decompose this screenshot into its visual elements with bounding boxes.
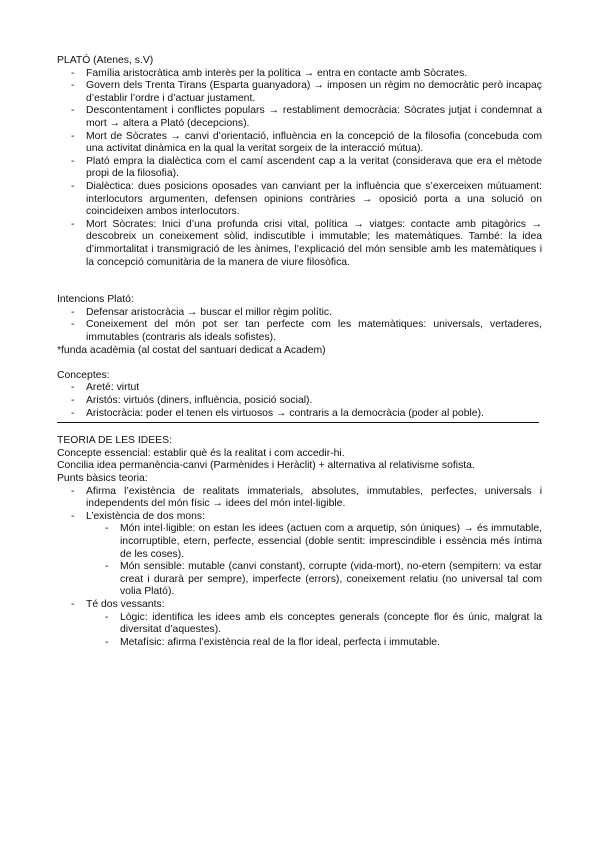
list-item: - Defensar aristocràcia → buscar el millor règim polític. bbox=[86, 307, 542, 320]
point-text: L’existència de dos mons: bbox=[86, 510, 205, 522]
sub-list-item: - Metafísic: afirma l’existència real de la flor ideal, perfecta i immutable. bbox=[120, 637, 542, 650]
teoria-line: Punts bàsics teoria: bbox=[57, 473, 148, 484]
list-item: - Coneixement del món pot ser tan perfecte com les matemàtiques: universals, vertaderes, immutables (contraris als ideals sofistes). bbox=[86, 319, 542, 344]
point-text: Té dos vessants: bbox=[86, 598, 165, 610]
plato-list bbox=[57, 68, 542, 270]
horizontal-divider bbox=[57, 422, 539, 423]
conceptes-heading: Conceptes: bbox=[57, 369, 110, 381]
list-item: - Dialèctica: dues posicions oposades van canviant per la influència que s’exerceixen mútuament: interlocutors argumenten, defensen opinions contràries → oposició porta a una solució on coincideixen ambos interlocutors. bbox=[86, 181, 542, 219]
sub-list-item: - Lògic: identifica les idees amb els conceptes generals (concepte flor és únic, malgrat la diversitat d’aquestes). bbox=[120, 612, 542, 637]
list-item: - Govern dels Trenta Tirans (Esparta guanyadora) → imposen un règim no democràtic però incapaç d’establir l’ordre i d’actuar justament. bbox=[86, 80, 542, 105]
list-item bbox=[86, 599, 542, 649]
list-item: - Aristocràcia: poder el tenen els virtuosos → contraris a la democràcia (poder al poble). bbox=[86, 408, 542, 421]
point-text: Afirma l’existència de realitats immaterials, absolutes, immutables, perfectes, universals i independents del món físic → idees del món intel·ligible. bbox=[86, 485, 542, 510]
list-item bbox=[86, 511, 542, 599]
list-item: - Areté: virtut bbox=[86, 382, 542, 395]
conceptes-list bbox=[57, 382, 542, 420]
sub-list-item: - Món intel·ligible: on estan les idees (actuen com a arquetip, són úniques) → és immutable, incorruptible, etern, perfecte, essencial (doble sentit: imprescindible i essència més íntima de les coses). bbox=[120, 523, 542, 561]
intencions-list bbox=[57, 307, 542, 345]
teoria-points-list bbox=[57, 486, 542, 650]
intencions-note: *funda acadèmia (al costat del santuari dedicat a Academ) bbox=[57, 344, 326, 356]
sub-list bbox=[86, 523, 542, 599]
list-item: - Descontentament i conflictes populars → restabliment democràcia: Sòcrates jutjat i condemnat a mort → altera a Plató (decepcions). bbox=[86, 105, 542, 130]
list-item: - Aristós: virtuós (diners, influència, posició social). bbox=[86, 395, 542, 408]
plato-heading: PLATÓ (Atenes, s.V) bbox=[57, 55, 154, 66]
sub-list-item: - Món sensible: mutable (canvi constant), corrupte (vida-mort), no-etern (sempitern: va estar creat i durarà per sempre), imperfecte (errors), coneixement relatiu (no universal tal com volia Plató). bbox=[120, 561, 542, 599]
teoria-heading: TEORIA DE LES IDEES: bbox=[57, 435, 172, 447]
teoria-line: Concilia idea permanència-canvi (Parmènides i Heràclit) + alternativa al relativisme sofista. bbox=[57, 460, 475, 472]
intencions-heading: Intencions Plató: bbox=[57, 294, 134, 306]
sub-list bbox=[86, 612, 542, 650]
document-page bbox=[57, 55, 542, 649]
list-item bbox=[86, 486, 542, 511]
list-item: - Família aristocràtica amb interès per la política → entra en contacte amb Sòcrates. bbox=[86, 68, 542, 81]
list-item: - Mort de Sòcrates → canvi d’orientació, influència en la concepció de la filosofia (concebuda com una activitat dinàmica en la qual la veritat sorgeix de la interacció mútua). bbox=[86, 131, 542, 156]
list-item: - Mort Sòcrates: Inici d’una profunda crisi vital, política → viatges: contacte amb pitagòrics → descobreix un coneixement sòlid, indiscutible i immutable; les matemàtiques. També: la idea d’immortalitat i transmigració de les ànimes, l’explicació del món sensible amb les matemàtiques i la concepció comunitària de la manera de viure filosòfica. bbox=[86, 219, 542, 269]
teoria-line: Concepte essencial: establir què és la realitat i com accedir-hi. bbox=[57, 447, 345, 459]
list-item: - Plató empra la dialèctica com el camí ascendent cap a la veritat (considerava que era el mètode propi de la filosofia). bbox=[86, 156, 542, 181]
